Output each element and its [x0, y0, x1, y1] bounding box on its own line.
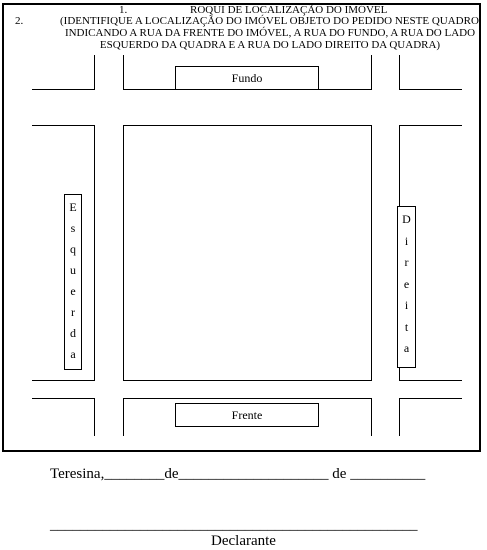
street-edge-right-bottom-h	[399, 380, 462, 381]
declarante-label: Declarante	[211, 533, 276, 549]
street-edge-top-left-v	[94, 55, 95, 90]
street-label-esquerda-letter: a	[70, 347, 76, 361]
street-label-esquerda-letter: u	[70, 263, 76, 277]
date-line	[50, 466, 425, 483]
street-edge-bottom-left-h	[32, 398, 94, 399]
instruction-line-1: (IDENTIFIQUE A LOCALIZAÇÃO DO IMÓVEL OBJETO DO PEDIDO NESTE QUADRO,	[60, 15, 482, 27]
street-edge-bottom-mid-h	[123, 398, 372, 399]
street-label-esquerda-letter: r	[71, 305, 75, 319]
signature-line[interactable]: _________________________________________________	[50, 517, 418, 533]
day-blank[interactable]: ________	[104, 466, 165, 482]
street-edge-top-left-h	[32, 89, 94, 90]
de-label-1: de	[164, 466, 179, 482]
street-label-esquerda-letter: q	[70, 242, 76, 256]
street-label-direita-letter: a	[403, 341, 410, 355]
month-blank[interactable]: ____________________	[178, 466, 329, 482]
street-label-direita-letter: i	[404, 233, 409, 248]
sketch-title: ROQUI DE LOCALIZAÇÃO DO IMÓVEL	[190, 4, 388, 16]
street-label-esquerda-letter: e	[70, 284, 76, 298]
street-edge-left-top-h	[32, 125, 94, 126]
street-label-fundo	[175, 66, 319, 90]
street-edge-right-top-h	[399, 125, 462, 126]
central-block	[123, 125, 372, 381]
street-edge-top-mid-right-v	[371, 55, 372, 90]
street-label-direita-letter: e	[403, 276, 410, 291]
instruction-line-2: INDICANDO A RUA DA FRENTE DO IMÓVEL, A RUA DO FUNDO, A RUA DO LADO	[64, 27, 476, 39]
item-number-1: 1.	[119, 4, 128, 16]
street-edge-bottom-left-v	[94, 398, 95, 436]
street-label-frente-text: Frente	[231, 407, 263, 422]
street-edge-left-bottom-h	[32, 380, 94, 381]
street-label-frente	[175, 403, 319, 427]
street-label-esquerda-letter: E	[69, 200, 77, 214]
street-label-esquerda-letter: d	[70, 326, 76, 340]
street-edge-bottom-mid-left-v	[123, 398, 124, 436]
item-number-2: 2.	[15, 15, 24, 27]
street-edge-bottom-right-h	[399, 398, 462, 399]
street-edge-top-mid-left-v	[123, 55, 124, 90]
street-label-direita	[397, 206, 416, 368]
street-edge-bottom-right-v	[399, 398, 400, 436]
street-label-direita-letter: D	[402, 212, 411, 226]
street-edge-left-inner-v	[94, 125, 95, 381]
street-label-direita-letter: i	[404, 298, 409, 312]
street-label-fundo-text: Fundo	[231, 70, 263, 85]
instruction-line-3: ESQUERDO DA QUADRA E A RUA DO LADO DIREITO DA QUADRA)	[99, 39, 441, 51]
street-label-direita-letter: t	[404, 319, 409, 334]
city-label: Teresina,	[50, 466, 105, 482]
street-edge-top-right-h	[399, 89, 462, 90]
street-label-esquerda-letter: s	[70, 221, 76, 235]
street-label-esquerda	[64, 194, 82, 370]
street-edge-bottom-mid-right-v	[371, 398, 372, 436]
de-label-2: de	[332, 466, 347, 482]
street-edge-top-right-v	[399, 55, 400, 90]
street-label-direita-letter: r	[404, 255, 409, 269]
year-blank[interactable]: __________	[350, 466, 426, 482]
